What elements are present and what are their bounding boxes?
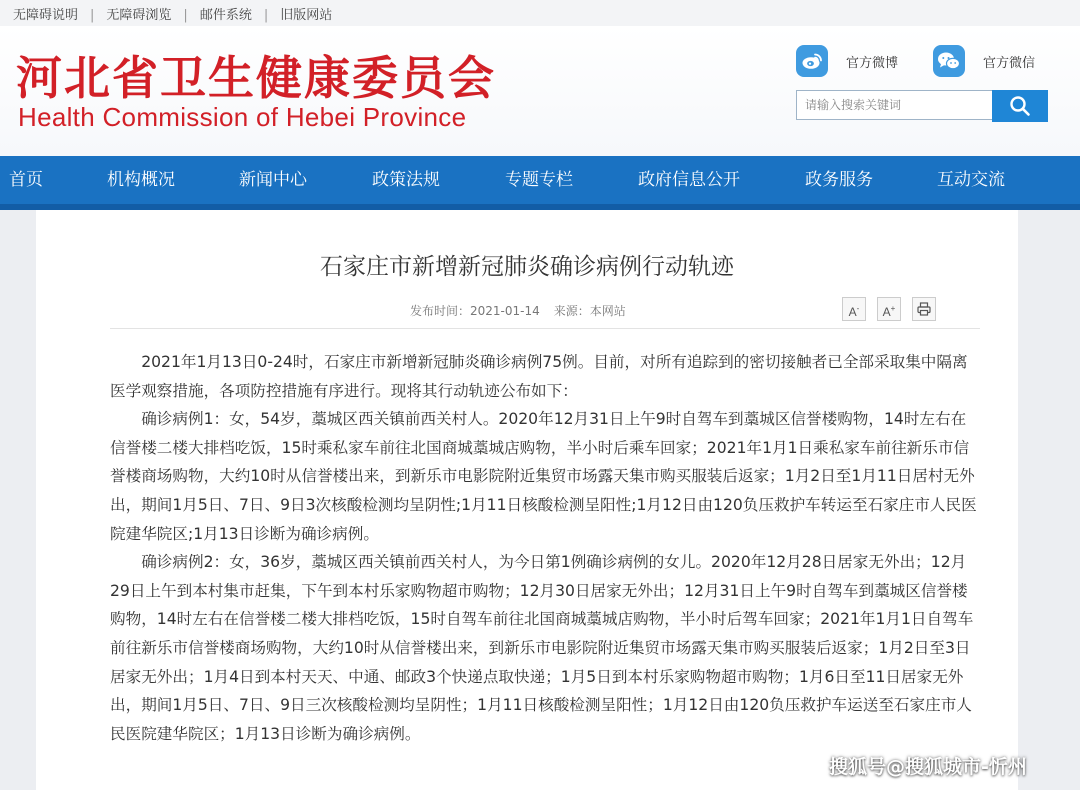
site-header [0,26,1080,156]
nav-item-news[interactable]: 新闻中心 [239,170,307,190]
accessibility-browse-link[interactable]: 无障碍浏览 [106,8,172,23]
old-site-link[interactable]: 旧版网站 [280,8,333,23]
nav-item-gov-info[interactable]: 政府信息公开 [638,170,740,190]
nav-item-interaction[interactable]: 互动交流 [937,170,1005,190]
nav-item-home[interactable]: 首页 [9,170,43,190]
search-icon [1009,95,1031,117]
nav-item-policies[interactable]: 政策法规 [372,170,440,190]
official-wechat[interactable] [933,44,1035,78]
font-increase-label: A [882,305,891,319]
watermark: 搜狐号@搜狐城市-忻州 [829,756,1027,778]
site-logo-english[interactable]: Health Commission of Hebei Province [18,102,467,132]
mail-system-link[interactable]: 邮件系统 [199,8,252,23]
site-search [796,90,1048,122]
article-title: 石家庄市新增新冠肺炎确诊病例行动轨迹 [320,254,734,280]
font-decrease-button[interactable]: A- [842,297,866,321]
article-source: 来源：本网站 [553,304,626,318]
article-body [110,348,980,748]
publish-date: 发布时间：2021-01-14 [410,304,540,318]
accessibility-info-link[interactable]: 无障碍说明 [13,8,79,23]
official-weibo[interactable] [796,44,898,78]
wechat-icon[interactable] [933,45,965,77]
article-paragraph: 2021年1月13日0-24时，石家庄市新增新冠肺炎确诊病例75例。目前，对所有追踪到的密切接触者已全部采取集中隔离医学观察措施，各项防控措施有序进行。现将其行动轨迹公布如下： [110,353,968,400]
divider [110,328,980,329]
weibo-label[interactable]: 官方微博 [846,55,899,71]
font-decrease-label: A [848,305,857,319]
separator: | [263,8,269,23]
article-paragraph: 确诊病例1：女，54岁，藁城区西关镇前西关村人。2020年12月31日上午9时自驾车到藁城区信誉楼购物，14时左右在信誉楼二楼大排档吃饭，15时乘私家车前往北国商城藁城店购物，半小时后乘车回家；2021年1月1日乘私家车前往新乐市信誉楼商场购物，大约10时从信誉楼出来，到新乐市电影院附近集贸市场露天集市购买服装后返家；1月2日至1月11日居村无外出，期间1月5日、7日、9日3次核酸检测均呈阴性;1月11日核酸检测呈阳性;1月12日由120负压救护车转运至石家庄市人民医院建华院区;1月13日诊断为确诊病例。 [110,410,977,543]
separator: | [90,8,95,23]
print-button[interactable] [912,297,936,321]
article-panel [36,210,1018,790]
weibo-icon[interactable] [796,45,828,77]
top-utility-bar [0,0,1080,26]
font-increase-button[interactable]: A+ [877,297,901,321]
site-logo-chinese[interactable]: 河北省卫生健康委员会 [16,51,496,105]
nav-item-about[interactable]: 机构概况 [107,170,175,190]
search-button[interactable] [992,90,1048,122]
nav-item-topics[interactable]: 专题专栏 [505,170,573,190]
print-icon [917,302,931,316]
wechat-label[interactable]: 官方微信 [983,55,1036,71]
article-meta [410,302,626,319]
utility-links [13,4,332,23]
nav-item-services[interactable]: 政务服务 [805,170,873,190]
article-paragraph: 确诊病例2：女，36岁，藁城区西关镇前西关村人，为今日第1例确诊病例的女儿。2020年12月28日居家无外出；12月29日上午到本村集市赶集，下午到本村乐家购物超市购物；12月30日居家无外出；12月31日上午9时自驾车到藁城区信誉楼购物，14时左右在信誉楼二楼大排档吃饭，15时自驾车前往北国商城藁城店购物，半小时后驾车回家；2021年1月1日自驾车前往新乐市信誉楼商场购物，大约10时从信誉楼出来，到新乐市电影院附近集贸市场露天集市购买服装后返家；1月2日至3日居家无外出；1月4日到本村天天、中通、邮政3个快递点取快递；1月5日到本村乐家购物超市购物；1月6日至11日居家无外出，期间1月5日、7日、9日三次核酸检测均呈阴性；1月11日核酸检测呈阳性；1月12日由120负压救护车运送至石家庄市人民医院建华院区；1月13日诊断为确诊病例。 [110,553,974,743]
separator: | [183,8,188,23]
main-nav [0,156,1080,210]
search-input[interactable] [796,90,1000,120]
